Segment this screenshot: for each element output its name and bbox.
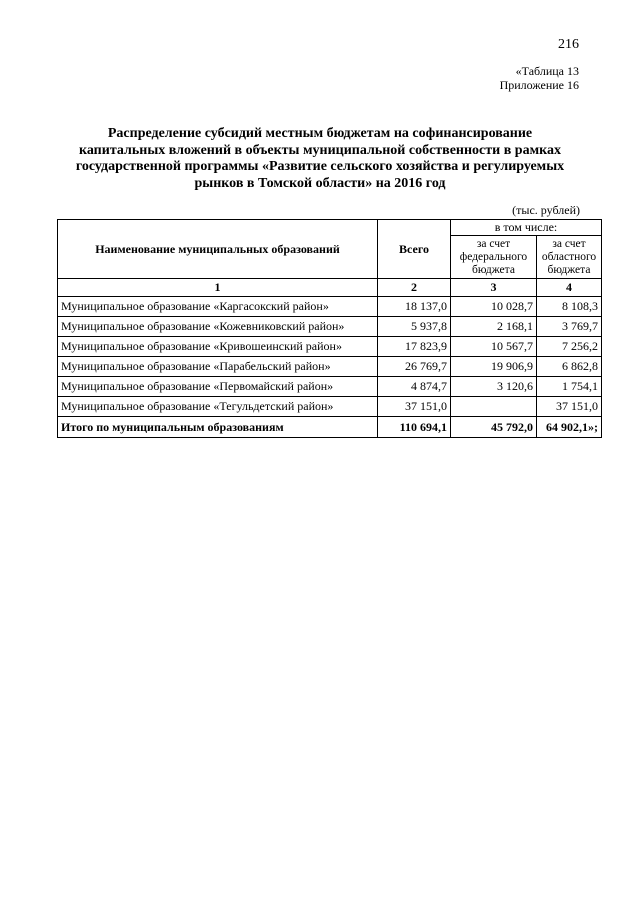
regional-value: 8 108,3	[537, 297, 602, 317]
municipality-name: Муниципальное образование «Каргасокский район»	[58, 297, 378, 317]
regional-total-cell	[537, 417, 602, 438]
federal-value	[451, 397, 537, 417]
regional-value: 3 769,7	[537, 317, 602, 337]
regional-total-value: 64 902,1	[546, 419, 588, 434]
column-number: 1	[58, 279, 378, 297]
column-number-row	[58, 279, 602, 297]
column-number: 4	[537, 279, 602, 297]
regional-value: 1 754,1	[537, 377, 602, 397]
header-total: Всего	[378, 220, 451, 279]
annex-reference	[500, 64, 579, 92]
header-regional-line-1: за счет	[552, 237, 586, 250]
page-number: 216	[558, 37, 579, 52]
subsidy-table	[57, 219, 602, 438]
header-federal-line-2: федерального	[459, 250, 528, 263]
federal-value: 19 906,9	[451, 357, 537, 377]
title-line-4: рынков в Томской области» на 2016 год	[194, 175, 446, 191]
table-row	[58, 377, 602, 397]
table-row	[58, 337, 602, 357]
document-title	[60, 126, 580, 192]
table-row	[58, 317, 602, 337]
municipality-name: Муниципальное образование «Парабельский район»	[58, 357, 378, 377]
title-line-1: Распределение субсидий местным бюджетам на софинансирование	[107, 126, 533, 141]
federal-value: 3 120,6	[451, 377, 537, 397]
municipality-name: Муниципальное образование «Тегульдетский район»	[58, 397, 378, 417]
total-value: 37 151,0	[378, 397, 451, 417]
table-row	[58, 297, 602, 317]
total-value: 5 937,8	[378, 317, 451, 337]
table-row	[58, 397, 602, 417]
header-regional-line-3: бюджета	[547, 263, 591, 276]
header-including: в том числе:	[451, 220, 602, 236]
total-value: 4 874,7	[378, 377, 451, 397]
municipality-name: Муниципальное образование «Первомайский район»	[58, 377, 378, 397]
header-federal-line-3: бюджета	[472, 263, 515, 276]
units-label: (тыс. рублей)	[512, 203, 580, 217]
federal-value: 10 028,7	[451, 297, 537, 317]
annex-table-label: «Таблица 13	[515, 64, 579, 78]
closing-quote-mark: »;	[588, 419, 598, 434]
total-value: 17 823,9	[378, 337, 451, 357]
municipality-name: Муниципальное образование «Кожевниковский район»	[58, 317, 378, 337]
header-regional-line-2: областного	[541, 250, 597, 263]
header-federal-line-1: за счет	[476, 237, 511, 250]
total-row	[58, 417, 602, 438]
federal-value: 2 168,1	[451, 317, 537, 337]
regional-value: 6 862,8	[537, 357, 602, 377]
federal-total-value: 45 792,0	[451, 417, 537, 438]
title-line-2: капитальных вложений в объекты муниципальной собственности в рамках	[79, 142, 561, 158]
title-line-3: государственной программы «Развитие сельского хозяйства и регулируемых	[75, 159, 565, 174]
municipality-name: Муниципальное образование «Кривошеинский район»	[58, 337, 378, 357]
total-value: 18 137,0	[378, 297, 451, 317]
regional-value: 37 151,0	[537, 397, 602, 417]
column-number: 2	[378, 279, 451, 297]
header-municipality: Наименование муниципальных образований	[58, 220, 378, 279]
total-row-label: Итого по муниципальным образованиям	[58, 417, 378, 438]
header-regional-budget	[537, 236, 602, 279]
table-row	[58, 357, 602, 377]
federal-value: 10 567,7	[451, 337, 537, 357]
column-number: 3	[451, 279, 537, 297]
total-value: 26 769,7	[378, 357, 451, 377]
header-federal-budget	[451, 236, 537, 279]
regional-value: 7 256,2	[537, 337, 602, 357]
annex-appendix-label: Приложение 16	[499, 78, 579, 92]
grand-total-value: 110 694,1	[378, 417, 451, 438]
